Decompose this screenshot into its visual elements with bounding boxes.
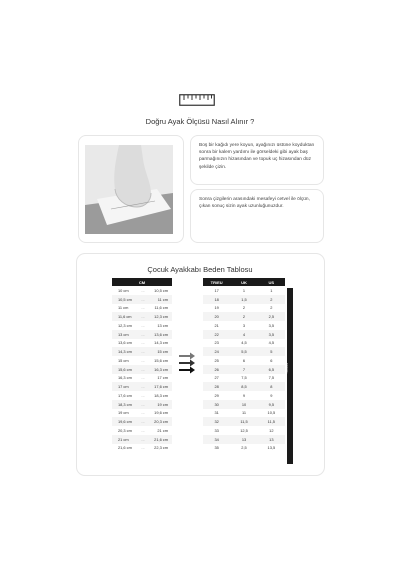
instruction-card-1 (190, 135, 324, 185)
arrow-right-icon (179, 360, 195, 367)
cm-cell-from: 10,5 cm (112, 295, 139, 304)
cm-cell-to: 15 cm (147, 347, 172, 356)
cm-cell-to: 13 cm (157, 322, 168, 328)
size-cell: 10 (230, 400, 257, 409)
size-row (203, 356, 285, 365)
cm-cell-to: 20,3 cm (147, 417, 172, 426)
cm-row (112, 347, 172, 356)
size-side-label (284, 288, 293, 464)
cm-cell-from: 10 cm (118, 287, 129, 293)
cm-cell-to: 21,6 cm (147, 435, 172, 444)
cm-cell-sep: ... (139, 435, 147, 444)
size-cell: 23 (214, 340, 219, 346)
size-cell: 6 (242, 357, 246, 363)
cm-cell-sep: ... (141, 340, 145, 346)
cm-cell-sep: ... (139, 347, 147, 356)
cm-cell-from: 17,6 cm (118, 392, 132, 398)
cm-row (112, 426, 172, 435)
size-cell: 4,5 (268, 340, 275, 346)
size-row (203, 417, 285, 426)
size-cell: 13,5 (267, 445, 276, 451)
size-cell: 4 (230, 330, 257, 339)
size-cell: 12 (269, 427, 274, 433)
measure-title: Doğru Ayak Ölçüsü Nasıl Alınır ? (145, 117, 255, 126)
cm-cell-from: 11,6 cm (112, 312, 139, 321)
cm-cell-from: 21,6 cm (118, 445, 132, 451)
size-row (203, 409, 285, 418)
size-cell: 6 (270, 357, 273, 363)
size-cell: 8,5 (230, 382, 257, 391)
cm-cell-to: 10,5 cm (154, 287, 168, 293)
cm-cell-sep: ... (141, 305, 145, 311)
cm-table (112, 278, 172, 452)
cm-cell-to: 19 cm (147, 400, 172, 409)
size-row (203, 312, 285, 321)
cm-row (112, 356, 172, 365)
cm-cell-from: 14,3 cm (112, 347, 139, 356)
size-row (203, 330, 285, 339)
cm-cell-from: 11 cm (118, 305, 129, 311)
size-cell: 25 (214, 357, 219, 363)
size-row (203, 400, 285, 409)
cm-cell-sep: ... (141, 410, 145, 416)
cm-cell-to: 19,6 cm (154, 410, 168, 416)
size-cell: 12,5 (240, 427, 248, 433)
cm-row (112, 330, 172, 339)
cm-cell-from: 19,6 cm (112, 417, 139, 426)
cm-cell-from: 13,6 cm (118, 340, 132, 346)
size-cell: 5 (258, 347, 285, 356)
size-cell: 4,5 (241, 340, 247, 346)
cm-row (112, 304, 172, 313)
header-us: US (258, 278, 285, 286)
cm-cell-from: 19 cm (118, 410, 129, 416)
size-cell: 11,5 (258, 417, 285, 426)
arrow-right-icon (179, 353, 195, 360)
size-cell: 8 (258, 382, 285, 391)
cm-row (112, 374, 172, 383)
cm-cell-from: 21 cm (112, 435, 139, 444)
size-table (203, 278, 285, 452)
cm-row (112, 321, 172, 330)
size-row (203, 435, 285, 444)
cm-row (112, 417, 172, 426)
size-cell: 2 (270, 305, 273, 311)
size-cell: 2 (258, 295, 285, 304)
cm-cell-to: 12,3 cm (147, 312, 172, 321)
size-cell: 35 (214, 445, 219, 451)
size-row (203, 365, 285, 374)
size-row (203, 347, 285, 356)
cm-cell-to: 15,6 cm (154, 357, 168, 363)
cm-row (112, 365, 172, 374)
cm-cell-sep: ... (139, 295, 147, 304)
size-cell: 7 (230, 365, 257, 374)
size-cell: 30 (203, 400, 230, 409)
cm-row (112, 295, 172, 304)
instruction-card-2 (190, 189, 324, 243)
cm-cell-sep: ... (139, 330, 147, 339)
size-row (203, 426, 285, 435)
cm-cell-to: 18,3 cm (154, 392, 168, 398)
size-cell: 2,5 (241, 445, 247, 451)
size-cell: 27 (214, 375, 219, 381)
cm-row (112, 409, 172, 418)
size-cell: 3,5 (258, 330, 285, 339)
size-cell: 1,5 (230, 295, 257, 304)
cm-cell-sep: ... (141, 287, 145, 293)
arrow-right-icon (179, 367, 195, 374)
size-row (203, 321, 285, 330)
header-tr-eu: TR/EU (203, 278, 230, 286)
foot-measure-photo (85, 145, 173, 234)
cm-cell-sep: ... (141, 375, 145, 381)
size-chart-title: Çocuk Ayakkabı Beden Tablosu (147, 265, 253, 274)
cm-cell-to: 11,6 cm (154, 305, 168, 311)
size-cell: 9 (242, 392, 246, 398)
cm-cell-sep: ... (141, 357, 145, 363)
size-cell: 17 (214, 287, 219, 293)
size-cell: 2 (230, 312, 257, 321)
size-cell: 11,5 (230, 417, 257, 426)
size-cell: 10,5 (267, 410, 276, 416)
cm-cell-from: 15,6 cm (112, 365, 139, 374)
size-cell: 1 (270, 287, 273, 293)
size-cell: 6,5 (258, 365, 285, 374)
size-row (203, 382, 285, 391)
cm-cell-sep: ... (139, 382, 147, 391)
size-cell: 1 (242, 287, 246, 293)
cm-cell-to: 11 cm (147, 295, 172, 304)
cm-cell-from: 16,3 cm (118, 375, 132, 381)
size-cell: 21 (214, 322, 219, 328)
size-cell: 33 (214, 427, 219, 433)
size-cell: 29 (214, 392, 219, 398)
cm-row (112, 435, 172, 444)
size-row (203, 339, 285, 348)
size-cell: 20 (203, 312, 230, 321)
cm-header: CM (112, 278, 172, 286)
size-cell: 2 (242, 305, 246, 311)
cm-cell-sep: ... (141, 445, 145, 451)
size-row (203, 391, 285, 400)
instruction-step-1: Boş bir kağıdı yere koyun, ayağınızı üstüne koyduktan sonra bir kalem yardımı ile görseldeki gibi ayak baş parmağınızın hizasından ve topuk uç hizasından düz şekilde çizin. (199, 143, 315, 170)
size-cell: 24 (203, 347, 230, 356)
cm-cell-from: 13 cm (112, 330, 139, 339)
cm-cell-sep: ... (141, 427, 145, 433)
cm-cell-from: 18,3 cm (112, 400, 139, 409)
cm-cell-to: 17 cm (157, 375, 168, 381)
cm-row (112, 286, 172, 295)
ruler-icon (179, 94, 215, 106)
size-cell: 32 (203, 417, 230, 426)
size-cell: 9 (270, 392, 273, 398)
size-cell: 13 (230, 435, 257, 444)
cm-cell-sep: ... (139, 417, 147, 426)
size-row (203, 304, 285, 313)
size-row (203, 444, 285, 453)
size-cell: 26 (203, 365, 230, 374)
cm-cell-to: 17,6 cm (147, 382, 172, 391)
size-cell: 28 (203, 382, 230, 391)
cm-row (112, 382, 172, 391)
size-cell: 9,5 (258, 400, 285, 409)
size-cell: 5,5 (230, 347, 257, 356)
side-label-text: BEDEN (284, 362, 289, 374)
size-cell: 3,5 (268, 322, 275, 328)
size-cell: 18 (203, 295, 230, 304)
cm-row (112, 400, 172, 409)
cm-row (112, 312, 172, 321)
cm-cell-from: 12,3 cm (118, 322, 132, 328)
size-cell: 3 (242, 322, 246, 328)
cm-cell-sep: ... (141, 392, 145, 398)
cm-cell-from: 15 cm (118, 357, 129, 363)
size-row (203, 286, 285, 295)
cm-cell-to: 16,3 cm (147, 365, 172, 374)
cm-cell-to: 22,3 cm (154, 445, 168, 451)
size-cell: 22 (203, 330, 230, 339)
cm-row (112, 339, 172, 348)
foot-photo-card (78, 135, 184, 243)
cm-cell-to: 13,6 cm (147, 330, 172, 339)
cm-cell-to: 14,3 cm (154, 340, 168, 346)
cm-cell-sep: ... (139, 400, 147, 409)
size-cell: 34 (203, 435, 230, 444)
size-cell: 19 (214, 305, 219, 311)
cm-cell-sep: ... (139, 365, 147, 374)
cm-cell-from: 17 cm (112, 382, 139, 391)
header-uk: UK (230, 278, 257, 286)
size-cell: 31 (214, 410, 219, 416)
size-row (203, 295, 285, 304)
size-cell: 11 (241, 410, 247, 416)
cm-row (112, 444, 172, 453)
instruction-step-2: Sonra çizgilerin arasındaki mesafeyi cetvel ile ölçün, çıkan sonuç sizin ayak uzunluğunuzdur. (199, 197, 310, 210)
cm-row (112, 391, 172, 400)
cm-cell-sep: ... (141, 322, 145, 328)
size-cell: 13 (258, 435, 285, 444)
arrow-icons (178, 352, 200, 376)
cm-cell-to: 21 cm (157, 427, 168, 433)
size-cell: 2,5 (258, 312, 285, 321)
size-cell: 7,5 (268, 375, 275, 381)
size-cell: 7,5 (241, 375, 247, 381)
cm-cell-from: 20,3 cm (118, 427, 132, 433)
size-row (203, 374, 285, 383)
cm-cell-sep: ... (139, 312, 147, 321)
